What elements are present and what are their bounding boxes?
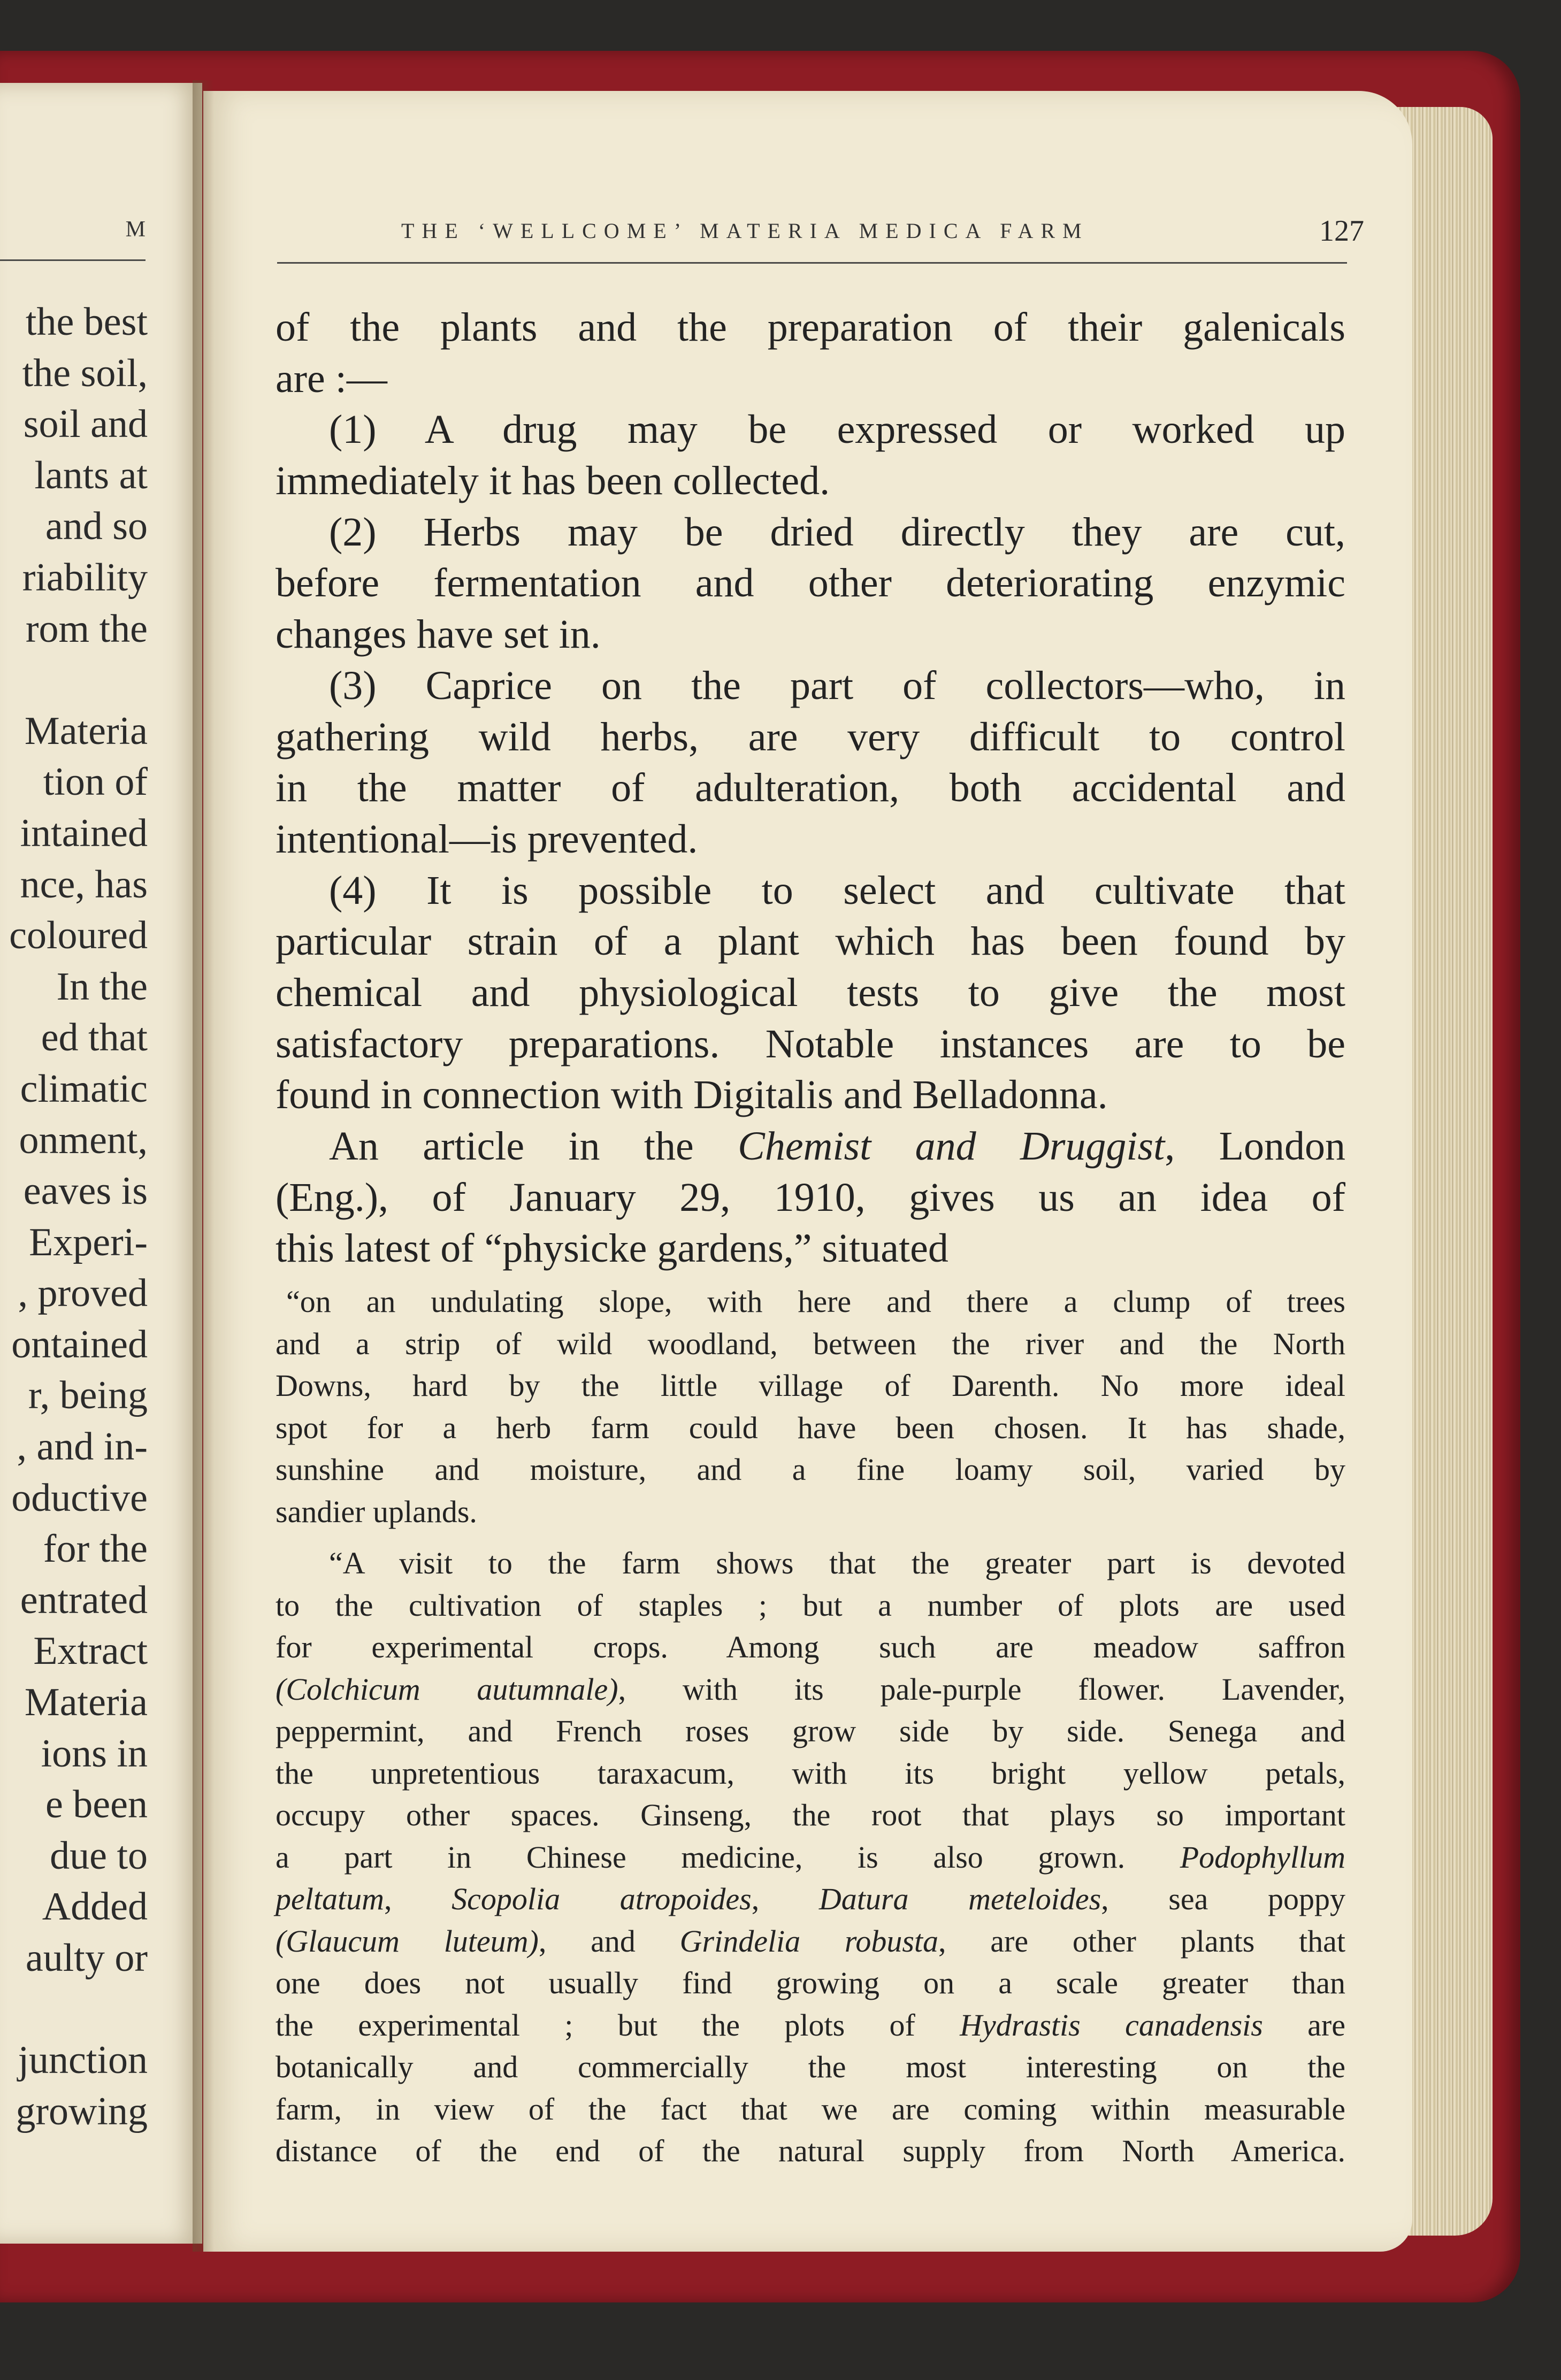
text-line [276,1837,1345,1879]
text-line: (1) A drug may be expressed or worked up [329,407,1345,452]
text-span: the experimental ; but the plots of [276,2007,960,2043]
text-span: are [1262,2007,1345,2043]
italic-species: Hydrastis canadensis [960,2007,1263,2043]
text-line [276,2005,1345,2047]
text-line: lants at [34,453,148,497]
text-span: a part in Chinese medicine, is also grown. [276,1839,1180,1875]
text-line: and a strip of wild woodland, between the river and the North [276,1326,1345,1361]
text-line: Added [42,1885,148,1929]
text-line [9,1984,148,2036]
text-line: “A visit to the farm shows that the greater part is devoted [329,1546,1345,1581]
text-line: spot for a herb farm could have been chosen. It has shade, [276,1410,1345,1445]
text-span: , and [538,1923,680,1959]
italic-title: Chemist and Druggist [738,1124,1165,1169]
text-line: for experimental crops. Among such are meadow saffron [276,1630,1345,1665]
running-head [401,214,1364,257]
text-line: ed that [41,1016,148,1060]
text-line: and so [45,504,148,549]
text-line [276,1669,1345,1711]
text-line: (3) Caprice on the part of collectors—who, in [329,663,1345,708]
text-span: , with its pale-purple flower. Lavender, [618,1671,1345,1707]
text-line: riability [22,555,148,600]
text-line: intentional—is prevented. [276,816,698,862]
page-body [276,302,1345,2172]
text-line: climatic [20,1066,148,1111]
left-head-rule [0,259,146,261]
right-page [203,91,1412,2252]
text-line: Downs, hard by the little village of Darenth. No more ideal [276,1368,1345,1403]
text-line: entrated [20,1578,148,1622]
text-line: e been [45,1783,148,1827]
text-line: before fermentation and other deteriorating enzymic [276,561,1345,606]
text-line: chemical and physiological tests to give the most [276,970,1345,1015]
text-line: satisfactory preparations. Notable instances are to be [276,1021,1345,1066]
head-rule [277,262,1347,264]
text-line [276,1921,1345,1963]
text-line [9,655,148,706]
text-line: tion of [43,760,148,804]
text-line: immediately it has been collected. [276,458,830,504]
text-line: peppermint, and French roses grow side by side. Senega and [276,1714,1345,1749]
text-span: An article in the [329,1124,738,1169]
text-line: particular strain of a plant which has been found by [276,919,1345,964]
text-line: junction [18,2038,148,2083]
text-line: ions in [41,1731,148,1776]
italic-species: (Glaucum luteum) [276,1923,539,1959]
left-page-text [9,297,148,2137]
text-line: aulty or [25,1936,148,1980]
text-line: (2) Herbs may be dried directly they are cut, [329,509,1345,555]
text-line: one does not usually find growing on a scale greater than [276,1966,1345,2001]
text-line: , and in- [17,1425,148,1469]
italic-species: Grindelia robusta [679,1923,939,1959]
left-page [0,83,202,2244]
text-line: (Eng.), of January 29, 1910, gives us an idea of [276,1174,1345,1220]
italic-species: Podophyllum [1180,1839,1345,1875]
left-running-head: M [125,217,150,242]
text-line: Materia [24,709,148,753]
text-line: intained [20,811,148,855]
italic-species: (Colchicum autumnale) [276,1671,618,1707]
italic-species: Scopolia atropoides [452,1882,752,1917]
text-line: , proved [18,1271,148,1316]
text-line: In the [56,964,148,1009]
text-line: (4) It is possible to select and cultivate that [329,867,1345,913]
text-span: , London [1165,1124,1345,1169]
main-text [276,302,1345,1275]
text-line [276,1878,1345,1921]
text-line: in the matter of adulteration, both accidental and [276,765,1345,811]
text-line: sunshine and moisture, and a fine loamy soil, varied by [276,1452,1345,1487]
text-line: to the cultivation of staples ; but a number of plots are used [276,1587,1345,1623]
text-line: “on an undulating slope, with here and there a clump of trees [286,1284,1345,1319]
text-line: of the plants and the preparation of their galenicals [276,305,1345,350]
text-line: nce, has [20,862,148,907]
text-line: growing [16,2089,148,2133]
text-span: , [384,1882,452,1917]
text-line: the unpretentious taraxacum, with its bright yellow petals, [276,1755,1345,1791]
italic-species: Datura meteloides [818,1882,1101,1917]
text-line: the best [25,300,148,344]
text-line: Extract [33,1629,148,1673]
text-line: rom the [25,606,148,651]
text-line: coloured [9,913,148,958]
text-line: gathering wild herbs, are very difficult to control [276,714,1345,759]
book-gutter [193,80,214,2252]
text-line: onment, [19,1118,148,1162]
text-line: this latest of “physicke gardens,” situated [276,1226,948,1271]
text-span: , sea poppy [1101,1882,1346,1917]
text-line: r, being [28,1373,148,1418]
text-line [276,1121,1345,1172]
text-span: , [751,1882,819,1917]
text-line: the soil, [22,351,148,395]
text-line: soil and [23,402,148,447]
running-head-title: THE ‘WELLCOME’ MATERIA MEDICA FARM [401,219,1089,243]
text-line: found in connection with Digitalis and Belladonna. [276,1072,1108,1118]
text-line: changes have set in. [276,612,601,657]
text-line: oductive [11,1476,148,1520]
text-line: Materia [24,1680,148,1725]
italic-species: peltatum [276,1882,384,1917]
page-number: 127 [1319,214,1364,248]
text-line: eaves is [23,1169,148,1214]
text-line: distance of the end of the natural supply from North America. [276,2133,1345,2169]
text-line: farm, in view of the fact that we are coming within measurable [276,2091,1345,2126]
text-line: sandier uplands. [276,1494,477,1529]
text-span: , are other plants that [938,1923,1346,1959]
text-line: ontained [11,1322,148,1366]
text-line: botanically and commercially the most interesting on the [276,2049,1345,2085]
text-line: occupy other spaces. Ginseng, the root that plays so important [276,1798,1345,1833]
quote-block-1 [276,1281,1345,1533]
text-line: Experi- [29,1220,148,1264]
text-line: for the [43,1527,148,1571]
quote-block-2 [276,1542,1345,2172]
text-line: due to [50,1833,148,1878]
text-line: are :— [276,356,387,401]
